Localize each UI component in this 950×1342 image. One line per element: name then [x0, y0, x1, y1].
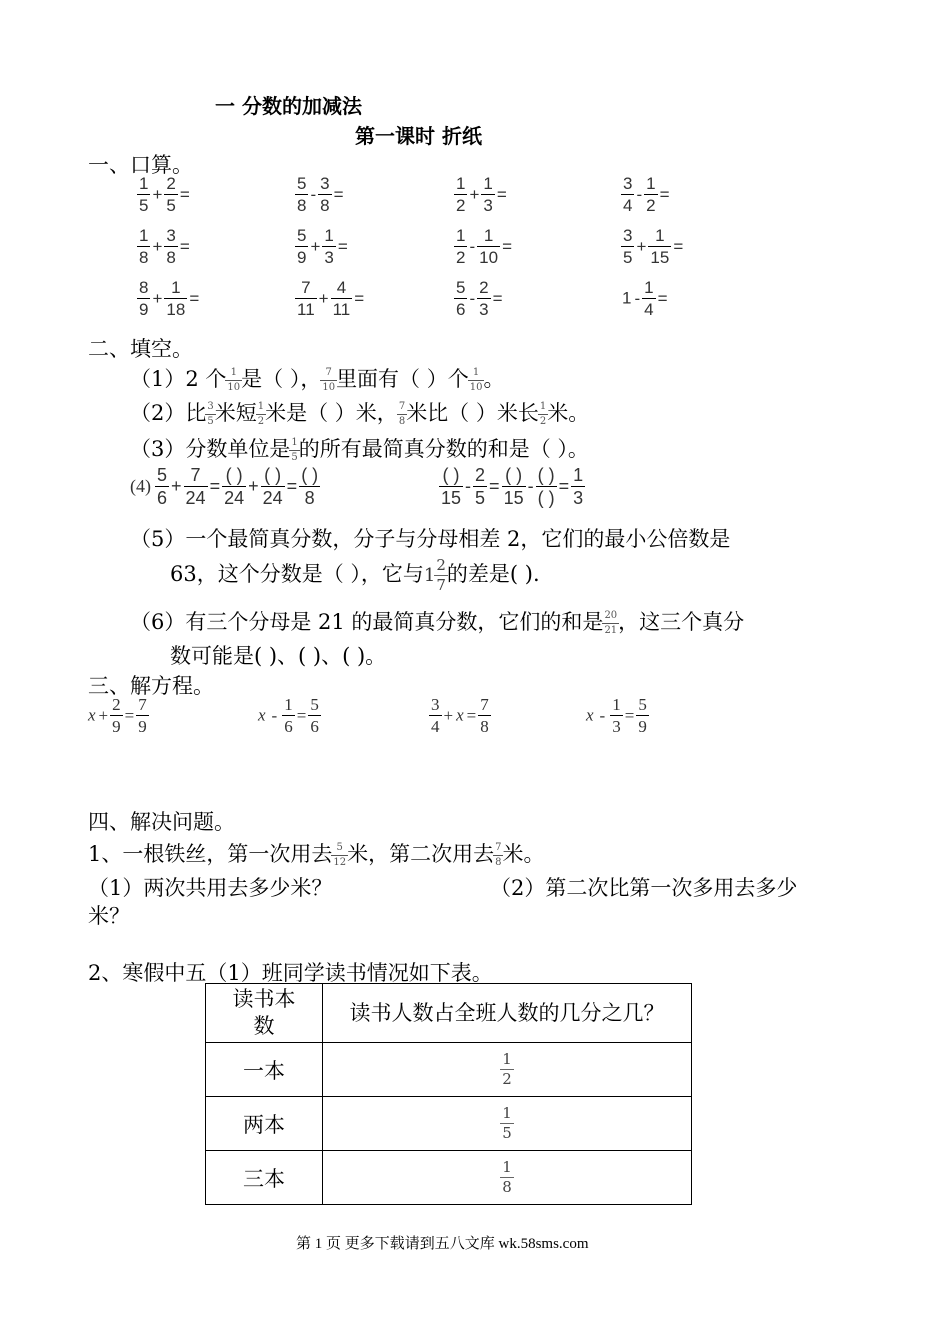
equals-sign: =: [179, 236, 190, 256]
equals-sign: =: [657, 288, 668, 308]
fraction: $\frac{1}{10}$: [479, 226, 499, 267]
whole-number: 1: [622, 288, 632, 308]
fraction: $\frac{1}{2}$: [257, 401, 265, 427]
fraction: $\frac{5}{6}$: [157, 465, 168, 508]
fraction: $\frac{1}{4}$: [644, 278, 654, 319]
problem-1-q2: （2）第二次比第一次多用去多少: [490, 876, 798, 900]
equals-sign: =: [179, 184, 190, 204]
table-header-cell: 读书人数占全班人数的几分之几？: [323, 984, 692, 1043]
fraction: $\frac{3}{8}$: [166, 226, 176, 267]
problem-2: 2、寒假中五（1）班同学读书情况如下表。: [88, 961, 493, 985]
operator: +: [636, 236, 647, 256]
equation-2: x - $\frac{1}{6}$ = $\frac{5}{6}$: [258, 695, 319, 736]
section-heading-equations: 三、解方程。: [88, 674, 214, 698]
fraction: $\frac{3}{4}$: [431, 695, 440, 736]
fill-question-1: （1）2 个 $\frac{1}{10}$ 是（ ）， $\frac{7}{10}$ 里面有（ ）个 $\frac{1}{10}$ 。: [130, 367, 505, 393]
oral-calc-item: [455, 227, 515, 266]
table-header-row: [206, 984, 692, 1043]
fraction: $\frac{5}{6}$: [310, 695, 319, 736]
equals-sign: =: [492, 288, 503, 308]
equals-sign: =: [354, 288, 365, 308]
fraction: $\frac{1}{8}$: [139, 226, 149, 267]
fraction: $\frac{1}{2}$: [456, 174, 466, 215]
fraction: $\frac{1}{5}$: [291, 437, 298, 463]
fraction: $\frac{5}{8}$: [297, 174, 307, 215]
fraction: $\frac{3}{4}$: [623, 174, 633, 215]
fill-question-6-line1: （6）有三个分母是 21 的最简真分数，它们的和是 $\frac{20}{21}$ ，这三个真分: [130, 610, 745, 636]
fraction: $\frac{8}{9}$: [139, 278, 149, 319]
operator: +: [310, 236, 321, 256]
fraction: $\frac{2}{5}$: [475, 465, 486, 508]
table-header-cell: 读书本数: [206, 984, 323, 1043]
fraction: $\frac{3}{8}$: [320, 174, 330, 215]
fraction: $\frac{7}{9}$: [138, 695, 147, 736]
fraction: $\frac{1}{6}$: [284, 695, 293, 736]
fraction: $\frac{4}{11}$: [332, 278, 351, 319]
operator: +: [152, 288, 163, 308]
operator: -: [469, 288, 476, 308]
equation-1: x + $\frac{2}{9}$ = $\frac{7}{9}$: [88, 695, 147, 736]
table-row: [206, 1043, 692, 1097]
fraction: $\frac{1}{2}$: [539, 401, 547, 427]
equation-4: x - $\frac{1}{3}$ = $\frac{5}{9}$: [586, 695, 647, 736]
fraction: $\frac{2}{7}$: [436, 556, 446, 594]
fill-question-6-line2: 数可能是( )、( )、( )。: [170, 644, 387, 668]
fraction: $\frac{2}{9}$: [112, 695, 121, 736]
fraction: ( ) 15: [503, 465, 524, 508]
problem-1-q1: （1）两次共用去多少米？: [88, 876, 333, 900]
fraction: $\frac{7}{8}$: [495, 842, 502, 868]
operator: -: [310, 184, 317, 204]
fraction: $\frac{7}{8}$: [480, 695, 489, 736]
section-heading-problems: 四、解决问题。: [88, 810, 235, 834]
equals-sign: =: [333, 184, 344, 204]
operator: -: [469, 236, 476, 256]
operator: -: [636, 184, 643, 204]
fraction: $\frac{1}{15}$: [650, 226, 670, 267]
oral-calc-item: [296, 279, 367, 318]
section-heading-fill: 二、填空。: [88, 337, 193, 361]
oral-calc-item: [622, 227, 686, 266]
fraction: $\frac{7}{24}$: [185, 465, 206, 508]
table-row: [206, 1097, 692, 1151]
fill-question-2: （2）比 $\frac{3}{5}$ 米短 $\frac{1}{2}$ 米是（ ）米， $\frac{7}{8}$ 米比（ ）米长 $\frac{1}{2}$ 米。: [130, 401, 590, 427]
fraction: $\frac{1}{2}$: [646, 174, 656, 215]
oral-calc-item: [455, 175, 510, 214]
fraction: $\frac{1}{10}$: [227, 367, 241, 393]
operator: -: [634, 288, 641, 308]
fraction: $\frac{1}{18}$: [166, 278, 186, 319]
oral-calc-item: [296, 227, 351, 266]
equation-3: $\frac{3}{4}$ + x = $\frac{7}{8}$: [431, 695, 489, 736]
oral-calc-item: [138, 175, 193, 214]
page-title: 一 分数的加减法: [215, 94, 362, 118]
equals-sign: =: [189, 288, 200, 308]
fraction: $\frac{1}{2}$: [456, 226, 466, 267]
fraction: $\frac{3}{5}$: [207, 401, 214, 427]
operator: +: [469, 184, 480, 204]
fraction: $\frac{1}{3}$: [573, 465, 584, 508]
fraction: $\frac{1}{5}$: [139, 174, 149, 215]
table-cell-fraction: [323, 1097, 692, 1151]
table-row: [206, 1151, 692, 1205]
oral-calc-item: [296, 175, 347, 214]
fill-question-3: （3）分数单位是 $\frac{1}{5}$ 的所有最简真分数的和是（ ）。: [130, 437, 589, 463]
fraction: ( ) 24: [262, 465, 283, 508]
page-subtitle: 第一课时 折纸: [355, 124, 482, 148]
fraction: $\frac{1}{10}$: [469, 367, 483, 393]
operator: +: [152, 236, 163, 256]
table-cell-fraction: [323, 1151, 692, 1205]
fraction: $\frac{20}{21}$: [604, 610, 618, 636]
fraction: ( ) ( ): [537, 465, 555, 508]
equals-sign: =: [673, 236, 684, 256]
table-cell-fraction: [323, 1043, 692, 1097]
fraction: $\frac{1}{2}$: [502, 1050, 512, 1088]
problem-1-q2-cont: 米？: [88, 904, 130, 928]
table-cell-label: 一本: [206, 1043, 323, 1097]
fraction: ( ) 8: [301, 465, 319, 508]
fraction: $\frac{5}{12}$: [333, 842, 347, 868]
problem-1: 1、一根铁丝，第一次用去 $\frac{5}{12}$ 米，第二次用去 $\frac{7}{8}$ 米。: [88, 842, 545, 868]
fraction: $\frac{5}{9}$: [638, 695, 647, 736]
fill-question-5-line2: 63，这个分数是（ ），它与1 $\frac{2}{7}$ 的差是( ).: [170, 556, 540, 594]
fill-question-4b: ( ) 15 - $\frac{2}{5}$ = ( ) 15 - ( ) ( ) = $\frac{1}{3}$: [441, 465, 584, 508]
fraction: $\frac{5}{6}$: [456, 278, 466, 319]
fraction: $\frac{1}{3}$: [324, 226, 334, 267]
reading-table: [205, 983, 692, 1205]
fraction: $\frac{7}{11}$: [297, 278, 315, 319]
page-footer: 第 1 页 更多下载请到五八文库 wk.58sms.com: [296, 1236, 589, 1252]
operator: +: [318, 288, 329, 308]
equals-sign: =: [337, 236, 348, 256]
fraction: $\frac{1}{5}$: [502, 1104, 512, 1142]
fraction: $\frac{7}{8}$: [398, 401, 406, 427]
equals-sign: =: [659, 184, 670, 204]
fraction: $\frac{1}{3}$: [483, 174, 493, 215]
fraction: $\frac{3}{5}$: [623, 226, 633, 267]
oral-calc-item: [138, 279, 202, 318]
equals-sign: =: [502, 236, 512, 256]
fraction: $\frac{5}{9}$: [297, 226, 307, 267]
equals-sign: =: [496, 184, 507, 204]
fraction: $\frac{1}{8}$: [502, 1158, 512, 1196]
fraction: $\frac{2}{5}$: [166, 174, 176, 215]
operator: +: [152, 184, 163, 204]
fraction: $\frac{1}{3}$: [612, 695, 621, 736]
fill-question-5-line1: （5）一个最简真分数，分子与分母相差 2，它们的最小公倍数是: [130, 527, 731, 551]
fraction: $\frac{7}{10}$: [322, 367, 336, 393]
oral-calc-item: [455, 279, 506, 318]
oral-calc-item: [622, 279, 671, 318]
section-heading-oral: 一、口算。: [88, 153, 193, 177]
oral-calc-item: [622, 175, 673, 214]
fill-question-4a: (4) $\frac{5}{6}$ + $\frac{7}{24}$ = ( ) 24 + ( ) 24 = ( ) 8: [130, 465, 319, 508]
table-cell-label: 三本: [206, 1151, 323, 1205]
fraction: $\frac{2}{3}$: [479, 278, 489, 319]
fraction: ( ) 24: [224, 465, 245, 508]
fraction: ( ) 15: [441, 465, 462, 508]
table-cell-label: 两本: [206, 1097, 323, 1151]
oral-calc-item: [138, 227, 193, 266]
